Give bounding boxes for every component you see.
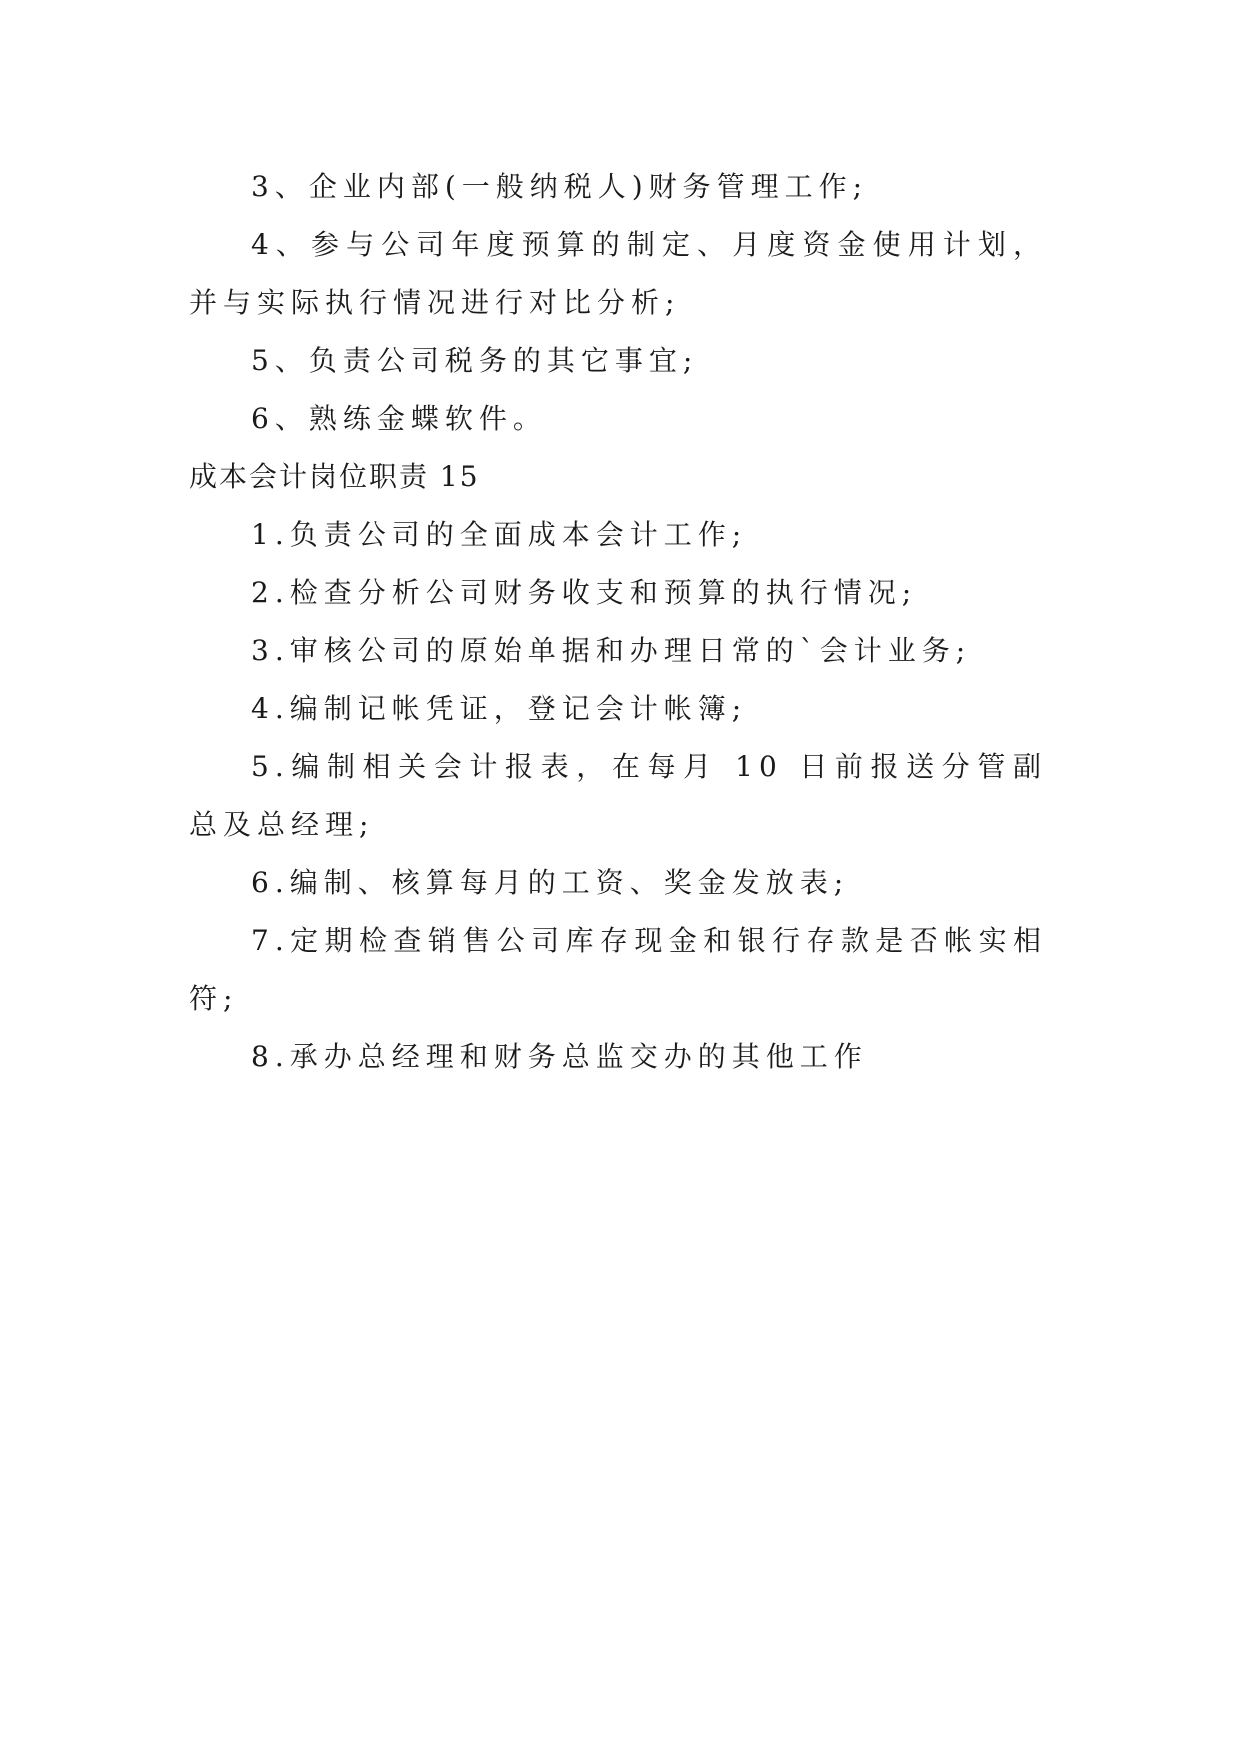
cost-duty-item-5: 5.编制相关会计报表，在每月 10 日前报送分管副总及总经理; <box>189 750 1047 841</box>
cost-duty-item-1: 1.负责公司的全面成本会计工作; <box>251 518 748 551</box>
duty-item-4: 4、参与公司年度预算的制定、月度资金使用计划，并与实际执行情况进行对比分析; <box>189 228 1047 319</box>
section-title: 成本会计岗位职责 15 <box>189 460 480 493</box>
cost-duty-item-2: 2.检查分析公司财务收支和预算的执行情况; <box>251 576 918 609</box>
duty-item-6: 6、熟练金蝶软件。 <box>251 402 547 435</box>
duty-item-3: 3、企业内部(一般纳税人)财务管理工作; <box>251 170 869 203</box>
cost-duty-item-7: 7.定期检查销售公司库存现金和银行存款是否帐实相符; <box>189 924 1047 1015</box>
duty-item-5: 5、负责公司税务的其它事宜; <box>251 344 699 377</box>
cost-duty-item-8: 8.承办总经理和财务总监交办的其他工作 <box>251 1040 868 1073</box>
cost-duty-item-4: 4.编制记帐凭证，登记会计帐簿; <box>251 692 748 725</box>
cost-duty-item-6: 6.编制、核算每月的工资、奖金发放表; <box>251 866 850 899</box>
document-body <box>189 158 1047 1086</box>
cost-duty-item-3: 3.审核公司的原始单据和办理日常的`会计业务; <box>251 634 972 667</box>
